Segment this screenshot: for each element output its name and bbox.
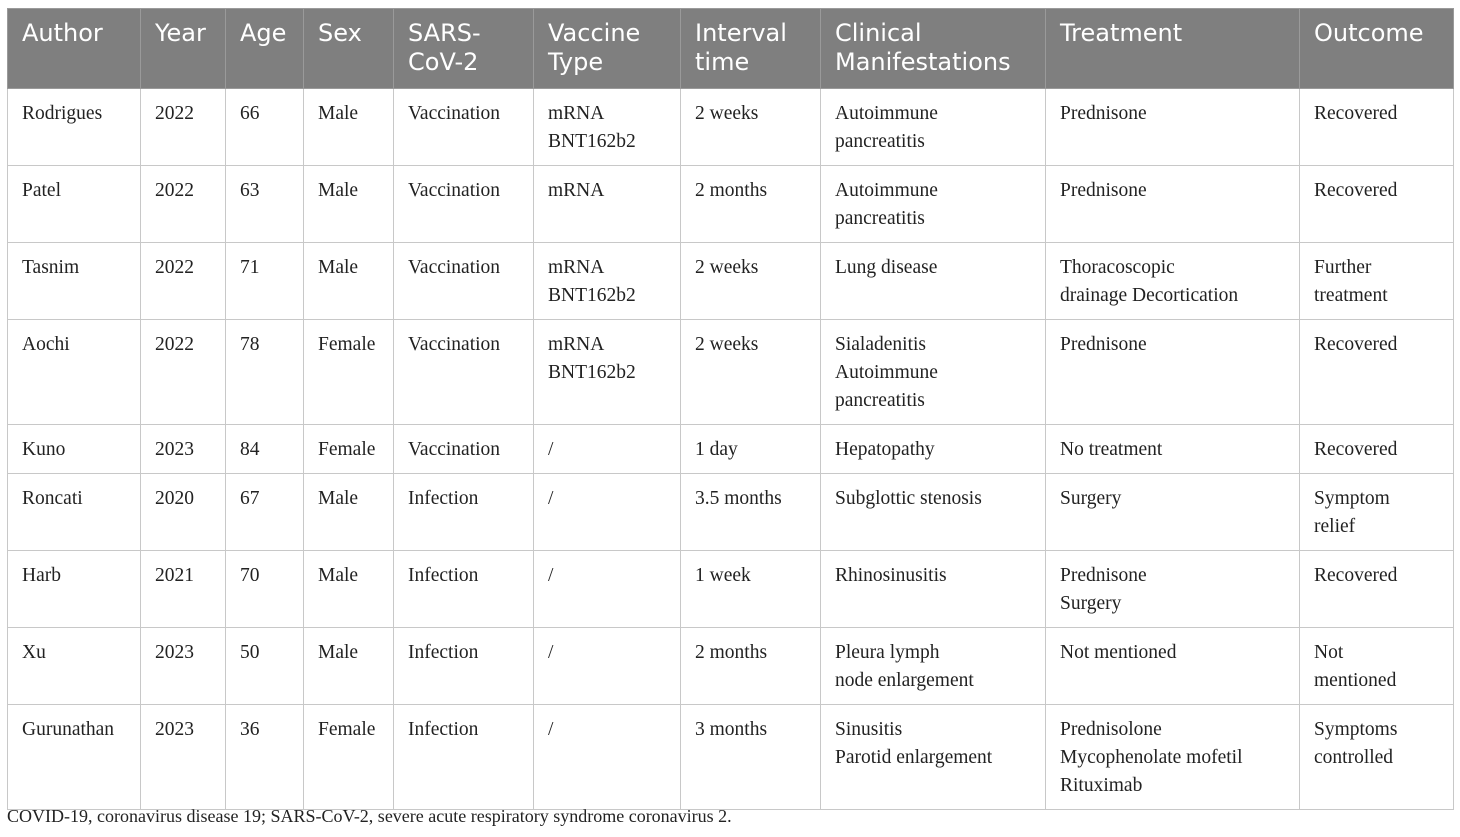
column-header: Interval time	[681, 9, 821, 89]
table-cell: 3.5 months	[681, 474, 821, 551]
table-cell: 78	[226, 320, 304, 425]
table-cell: 70	[226, 551, 304, 628]
table-cell: 2 months	[681, 628, 821, 705]
table-cell: Symptom relief	[1300, 474, 1454, 551]
column-header: Sex	[304, 9, 394, 89]
table-cell: Infection	[394, 474, 534, 551]
table-cell: 3 months	[681, 705, 821, 810]
table-cell: Aochi	[8, 320, 141, 425]
table-cell: Patel	[8, 166, 141, 243]
table-row	[8, 705, 1454, 810]
table-cell: Autoimmune pancreatitis	[821, 166, 1046, 243]
table-cell: 2022	[141, 166, 226, 243]
table-cell: Infection	[394, 628, 534, 705]
column-header: SARS- CoV-2	[394, 9, 534, 89]
table-row	[8, 320, 1454, 425]
table-cell: Recovered	[1300, 425, 1454, 474]
table-cell: Roncati	[8, 474, 141, 551]
column-header: Vaccine Type	[534, 9, 681, 89]
table-cell: Harb	[8, 551, 141, 628]
table-cell: Gurunathan	[8, 705, 141, 810]
table-cell: 2022	[141, 89, 226, 166]
table-cell: 66	[226, 89, 304, 166]
table-cell: Male	[304, 89, 394, 166]
table-cell: Subglottic stenosis	[821, 474, 1046, 551]
header-row	[8, 9, 1454, 89]
table-cell: Recovered	[1300, 320, 1454, 425]
table-cell: Vaccination	[394, 425, 534, 474]
table-cell: Prednisone Surgery	[1046, 551, 1300, 628]
table-cell: 1 week	[681, 551, 821, 628]
table-cell: Vaccination	[394, 320, 534, 425]
table-cell: 2023	[141, 628, 226, 705]
table-cell: Recovered	[1300, 89, 1454, 166]
table-cell: Vaccination	[394, 89, 534, 166]
table-cell: Prednisolone Mycophenolate mofetil Rituximab	[1046, 705, 1300, 810]
table-cell: /	[534, 628, 681, 705]
table-cell: Autoimmune pancreatitis	[821, 89, 1046, 166]
table-cell: 2022	[141, 320, 226, 425]
table-cell: Female	[304, 705, 394, 810]
table-cell: Male	[304, 243, 394, 320]
case-table	[7, 8, 1454, 810]
table-cell: 50	[226, 628, 304, 705]
table-footnote: COVID-19, coronavirus disease 19; SARS-CoV-2, severe acute respiratory syndrome coronavirus 2.	[7, 806, 732, 826]
column-header: Outcome	[1300, 9, 1454, 89]
table-cell: /	[534, 551, 681, 628]
table-cell: 63	[226, 166, 304, 243]
table-cell: mRNA BNT162b2	[534, 89, 681, 166]
table-cell: 2020	[141, 474, 226, 551]
table-row	[8, 474, 1454, 551]
table-row	[8, 628, 1454, 705]
table-cell: Prednisone	[1046, 89, 1300, 166]
table-cell: 2 weeks	[681, 320, 821, 425]
table-cell: /	[534, 425, 681, 474]
table-cell: Kuno	[8, 425, 141, 474]
table-cell: 2 weeks	[681, 243, 821, 320]
table-cell: Further treatment	[1300, 243, 1454, 320]
table-cell: Prednisone	[1046, 166, 1300, 243]
table-cell: mRNA BNT162b2	[534, 320, 681, 425]
table-cell: Recovered	[1300, 166, 1454, 243]
table-container	[7, 8, 1453, 810]
table-cell: Sinusitis Parotid enlargement	[821, 705, 1046, 810]
table-cell: 2021	[141, 551, 226, 628]
table-cell: Tasnim	[8, 243, 141, 320]
table-cell: Recovered	[1300, 551, 1454, 628]
table-cell: 71	[226, 243, 304, 320]
column-header: Author	[8, 9, 141, 89]
table-cell: mRNA	[534, 166, 681, 243]
table-cell: Vaccination	[394, 166, 534, 243]
table-cell: Sialadenitis Autoimmune pancreatitis	[821, 320, 1046, 425]
table-row	[8, 425, 1454, 474]
table-cell: Male	[304, 628, 394, 705]
table-cell: /	[534, 474, 681, 551]
table-cell: 67	[226, 474, 304, 551]
column-header: Age	[226, 9, 304, 89]
table-cell: 1 day	[681, 425, 821, 474]
table-cell: Surgery	[1046, 474, 1300, 551]
column-header: Year	[141, 9, 226, 89]
table-cell: Rhinosinusitis	[821, 551, 1046, 628]
table-cell: Hepatopathy	[821, 425, 1046, 474]
table-cell: Male	[304, 166, 394, 243]
table-cell: Female	[304, 320, 394, 425]
table-row	[8, 551, 1454, 628]
column-header: Treatment	[1046, 9, 1300, 89]
table-cell: Not mentioned	[1300, 628, 1454, 705]
table-header	[8, 9, 1454, 89]
table-cell: 2023	[141, 425, 226, 474]
table-cell: Infection	[394, 705, 534, 810]
table-cell: Xu	[8, 628, 141, 705]
table-cell: 2023	[141, 705, 226, 810]
table-cell: 2 months	[681, 166, 821, 243]
table-cell: mRNA BNT162b2	[534, 243, 681, 320]
column-header: Clinical Manifestations	[821, 9, 1046, 89]
table-row	[8, 243, 1454, 320]
table-cell: 36	[226, 705, 304, 810]
table-cell: Female	[304, 425, 394, 474]
table-cell: 2022	[141, 243, 226, 320]
table-cell: Rodrigues	[8, 89, 141, 166]
table-cell: Vaccination	[394, 243, 534, 320]
table-cell: Male	[304, 474, 394, 551]
table-cell: Thoracoscopic drainage Decortication	[1046, 243, 1300, 320]
table-cell: 2 weeks	[681, 89, 821, 166]
table-cell: /	[534, 705, 681, 810]
table-cell: Male	[304, 551, 394, 628]
table-cell: Infection	[394, 551, 534, 628]
table-cell: Lung disease	[821, 243, 1046, 320]
table-cell: Not mentioned	[1046, 628, 1300, 705]
table-row	[8, 89, 1454, 166]
table-cell: 84	[226, 425, 304, 474]
table-cell: Pleura lymph node enlargement	[821, 628, 1046, 705]
table-body	[8, 89, 1454, 810]
table-row	[8, 166, 1454, 243]
table-cell: Prednisone	[1046, 320, 1300, 425]
table-cell: No treatment	[1046, 425, 1300, 474]
table-cell: Symptoms controlled	[1300, 705, 1454, 810]
